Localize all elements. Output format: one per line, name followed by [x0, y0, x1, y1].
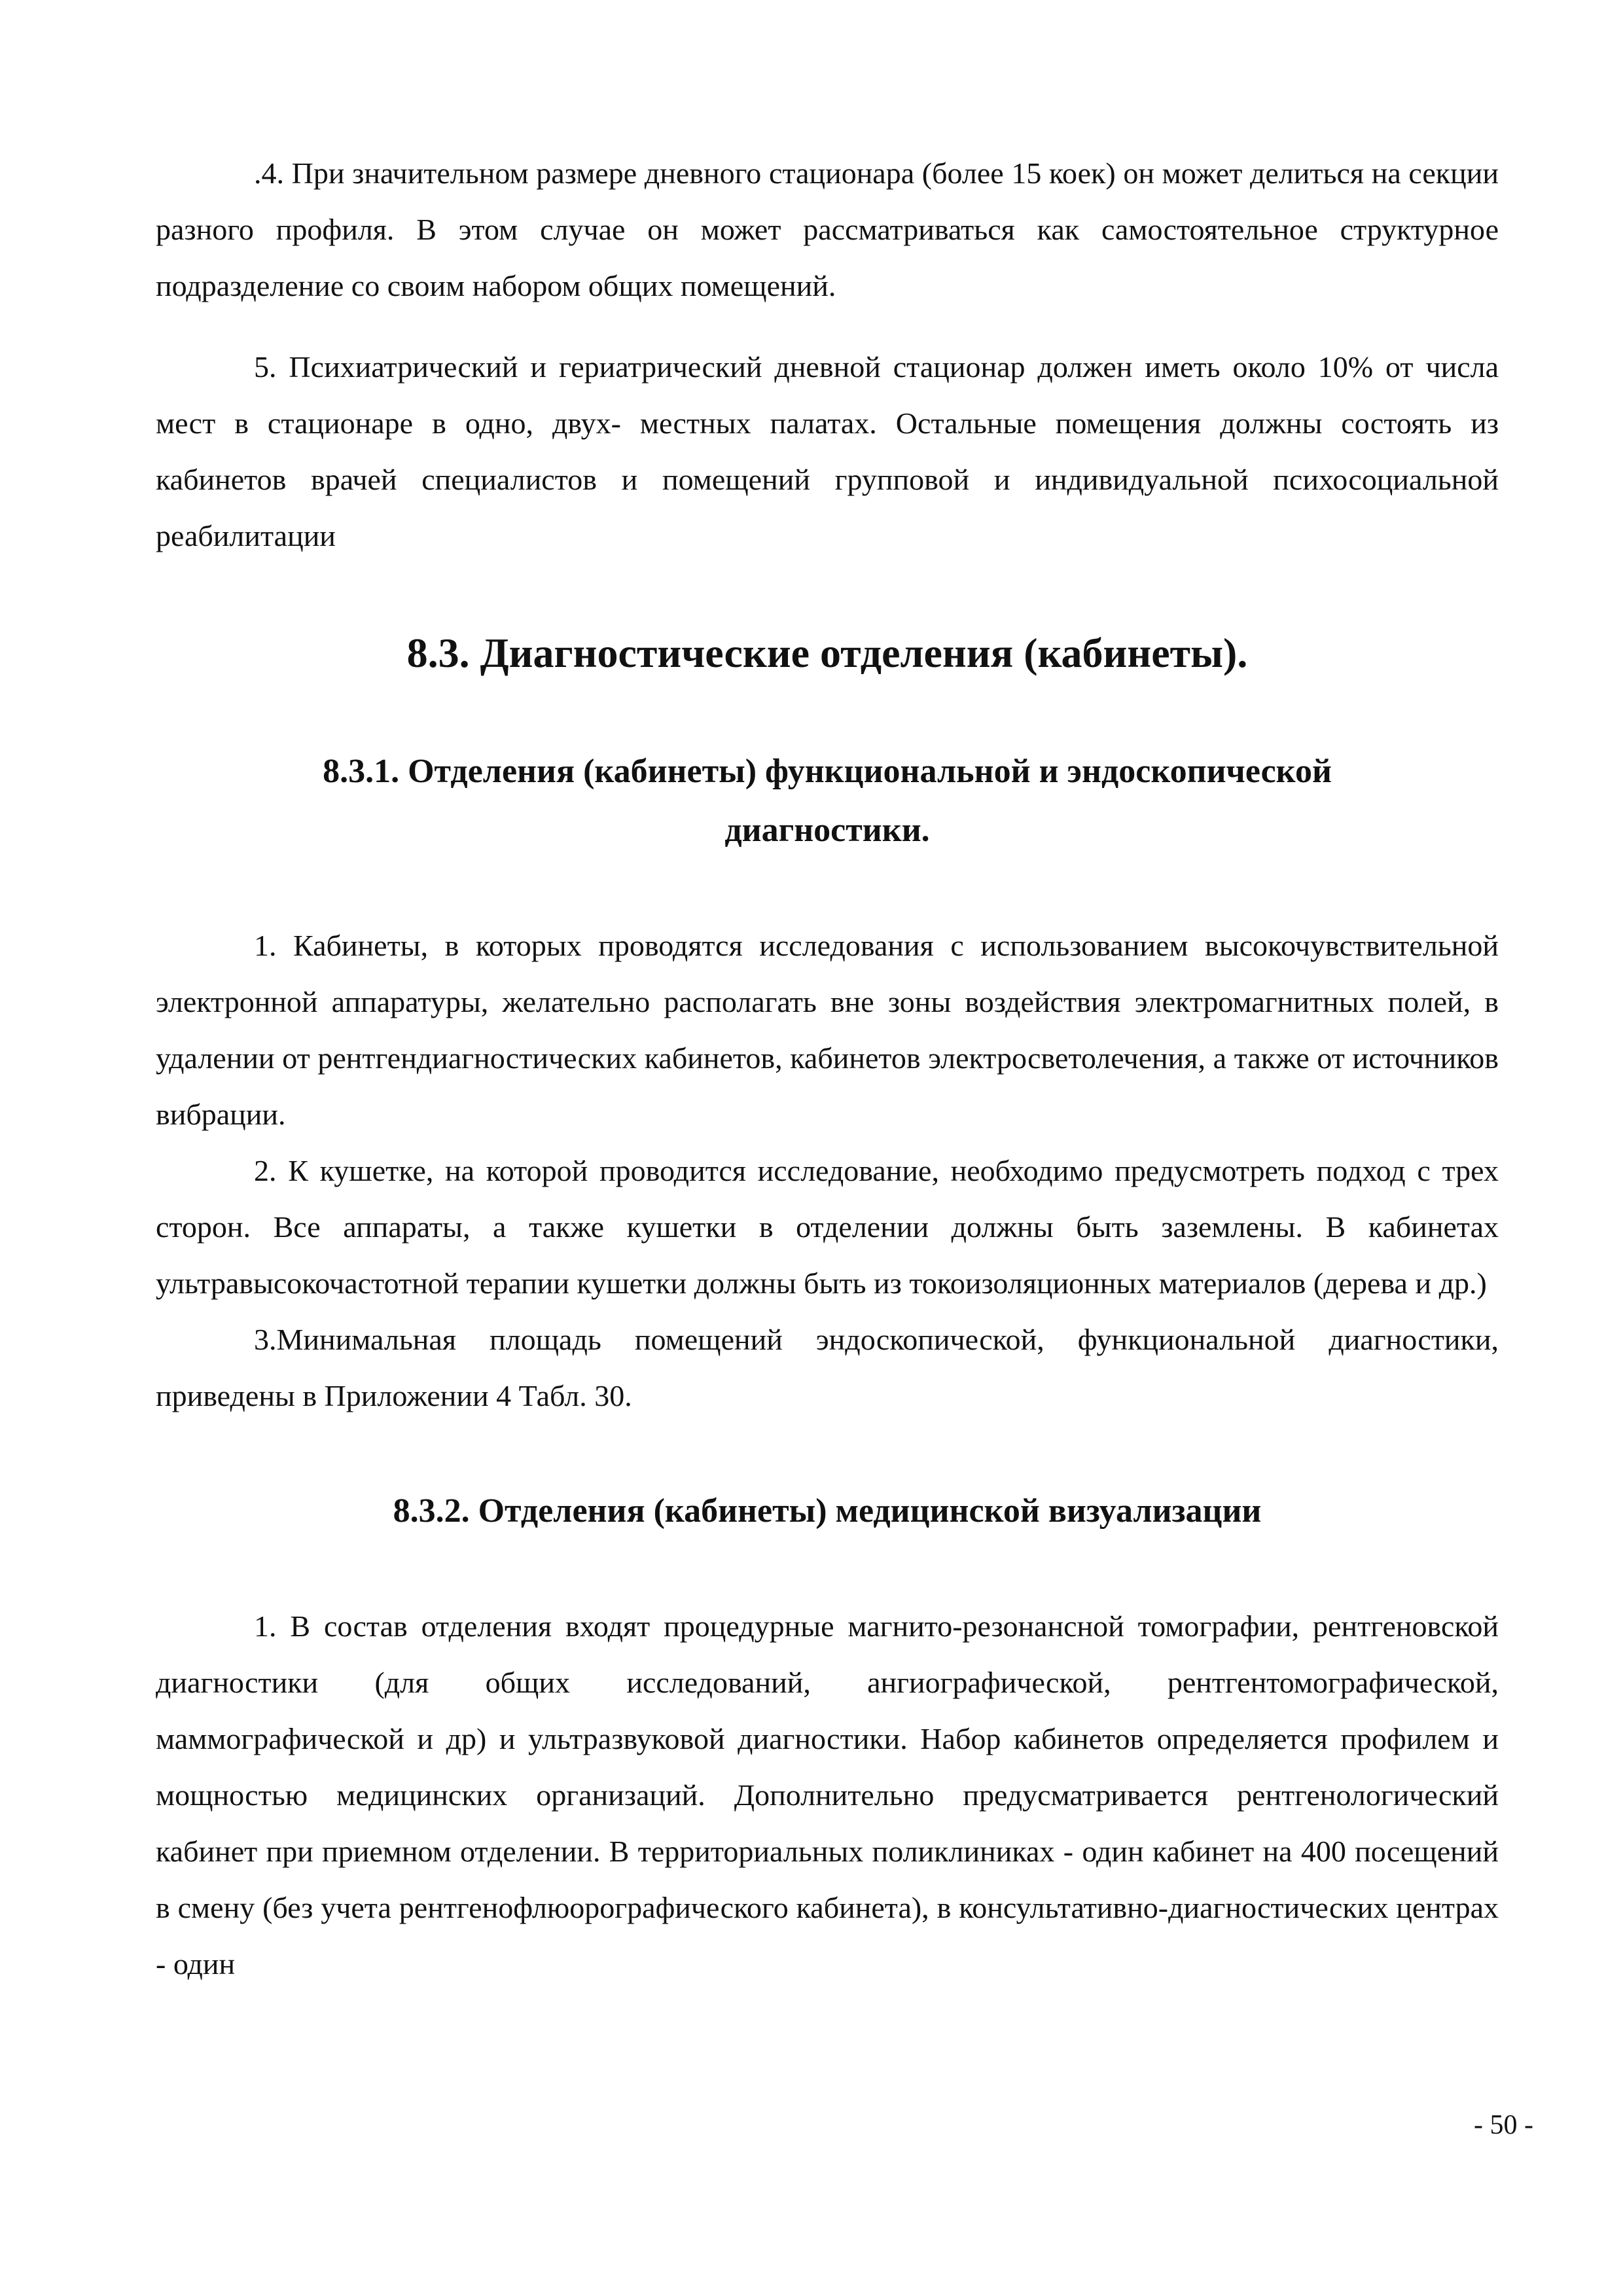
page-number: - 50 -: [1474, 2110, 1533, 2140]
list-item-minimum-area: 3.Минимальная площадь помещений эндоскопической, функциональной диагностики, приведены в Приложении 4 Табл. 30.: [156, 1323, 1499, 1412]
paragraph-daycare-sections: .4. При значительном размере дневного стационара (более 15 коек) он может делиться на секции разного профиля. В этом случае он может рассматриваться как самостоятельное структурное подразделение со своим набором общих помещений.: [156, 156, 1499, 302]
subsection-heading-medical-imaging: 8.3.2. Отделения (кабинеты) медицинской визуализации: [393, 1492, 1262, 1530]
list-item-couch-access: 2. К кушетке, на которой проводится исследование, необходимо предусмотреть подход с трех сторон. Все аппараты, а также кушетки в отделении должны быть заземлены. В кабинетах ультравысокочастотной терапии кушетки должны быть из токоизоляционных материалов (дерева и др.): [156, 1154, 1499, 1300]
section-heading-diagnostic-departments: 8.3. Диагностические отделения (кабинеты).: [406, 630, 1248, 676]
list-item-electronic-equipment: 1. Кабинеты, в которых проводятся исследования с использованием высокочувствительной электронной аппаратуры, желательно располагать вне зоны воздействия электромагнитных полей, в удалении от рентгендиагностических кабинетов, кабинетов электросветолечения, а также от источников вибрации.: [156, 929, 1499, 1131]
paragraph-psychiatric-daycare: 5. Психиатрический и гериатрический дневной стационар должен иметь около 10% от числа мест в стационаре в одно, двух- местных палатах. Остальные помещения должны состоять из кабинетов врачей специалистов и помещений групповой и индивидуальной психосоциальной реабилитации: [156, 350, 1499, 552]
document-page: [156, 145, 1499, 1992]
subsection-heading-line-1: 8.3.1. Отделения (кабинеты) функциональной и эндоскопической: [323, 753, 1332, 790]
subsection-heading-line-2: диагностики.: [724, 812, 930, 849]
subsection-heading-functional-endoscopic: [156, 742, 1499, 860]
list-item-imaging-composition: 1. В состав отделения входят процедурные магнито-резонансной томографии, рентгеновской диагностики (для общих исследований, ангиографической, рентгентомографической, маммографической и др) и ультразвуковой диагностики. Набор кабинетов определяется профилем и мощностью медицинских организаций. Дополнительно предусматривается рентгенологический кабинет при приемном отделении. В территориальных поликлиниках - один кабинет на 400 посещений в смену (без учета рентгенофлюорографического кабинета), в консультативно-диагностических центрах - один: [156, 1609, 1499, 1981]
